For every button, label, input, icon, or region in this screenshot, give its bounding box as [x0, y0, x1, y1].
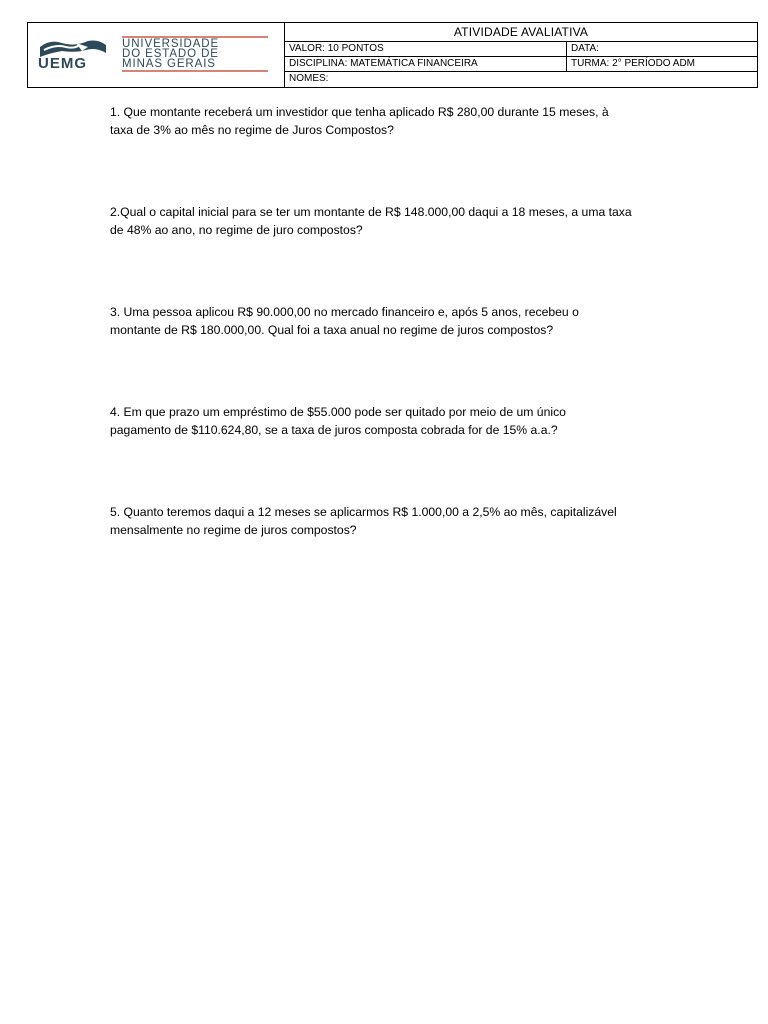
valor-field: VALOR: 10 PONTOS — [285, 42, 567, 56]
activity-title-row — [285, 23, 757, 42]
disciplina-field: DISCIPLINA: MATEMÁTICA FINANCEIRA — [285, 57, 567, 71]
uemg-logo — [36, 33, 276, 77]
valor-data-row — [285, 42, 757, 57]
question-2: 2.Qual o capital inicial para se ter um montante de R$ 148.000,00 daqui a 18 meses, a uma taxa de 48% ao ano, no regime de juro compostos? — [110, 205, 632, 237]
header-table — [27, 22, 758, 88]
turma-field: TURMA: 2° PERÍODO ADM — [571, 58, 696, 69]
activity-title: ATIVIDADE AVALIATIVA — [453, 25, 589, 39]
logo-wordmark-line3: MINAS GERAIS — [122, 58, 216, 70]
header-info — [285, 23, 757, 87]
question-3: 3. Uma pessoa aplicou R$ 90.000,00 no mercado financeiro e, após 5 anos, recebeu o montante de R$ 180.000,00. Qual foi a taxa anual no regime de juros compostos? — [110, 305, 579, 337]
data-field: DATA: — [571, 43, 599, 54]
logo-cell — [28, 23, 285, 87]
questions-list — [110, 103, 670, 539]
nomes-field: NOMES: — [289, 73, 329, 84]
question-4: 4. Em que prazo um empréstimo de $55.000 pode ser quitado por meio de um único pagamento de $110.624,80, se a taxa de juros composta cobrada for de 15% a.a.? — [110, 405, 566, 437]
question-5: 5. Quanto teremos daqui a 12 meses se aplicarmos R$ 1.000,00 a 2,5% ao mês, capitalizável mensalmente no regime de juros compostos? — [110, 505, 617, 537]
logo-wordmark-line2: DO ESTADO DE — [122, 48, 219, 60]
nomes-row — [285, 72, 757, 87]
logo-wordmark-line1: UNIVERSIDADE — [122, 38, 220, 50]
question-1: 1. Que montante receberá um investidor que tenha aplicado R$ 280,00 durante 15 meses, à taxa de 3% ao mês no regime de Juros Compostos? — [110, 105, 609, 137]
disciplina-turma-row — [285, 57, 757, 72]
logo-acronym: UEMG — [38, 55, 87, 72]
